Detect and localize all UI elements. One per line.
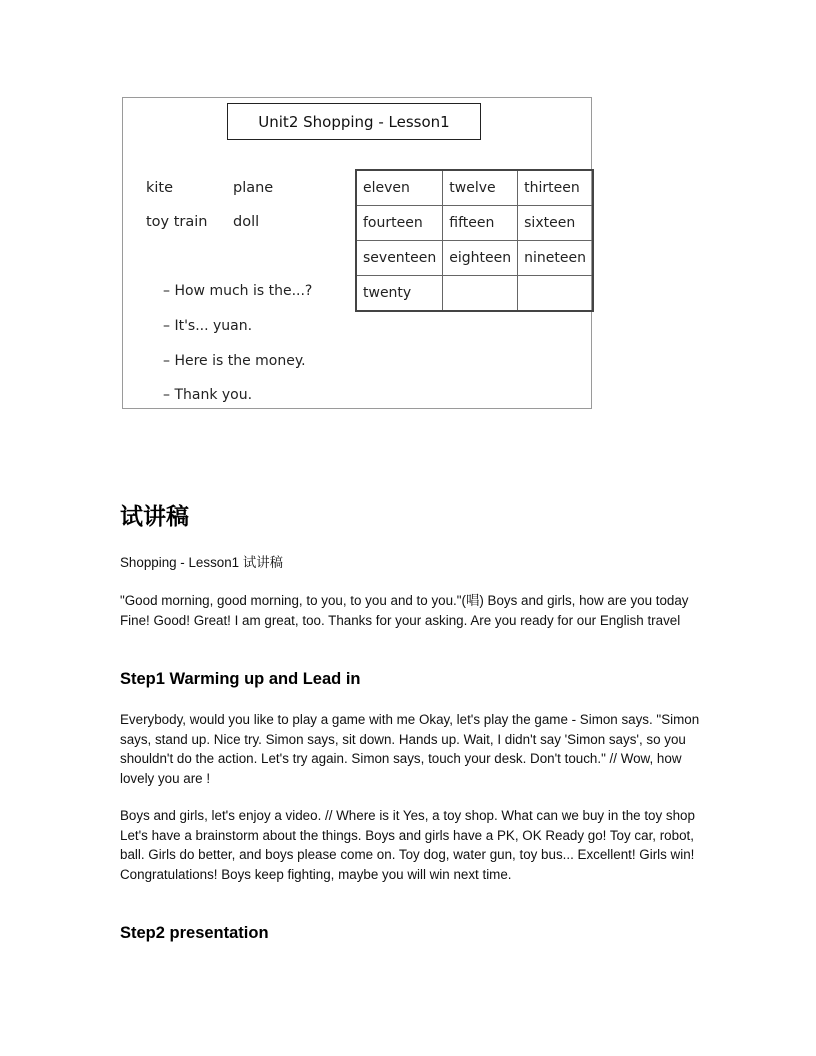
vocab-kite: kite xyxy=(146,180,174,196)
numbers-table xyxy=(355,169,594,312)
table-cell xyxy=(518,276,593,312)
table-row xyxy=(356,206,593,241)
step1-heading: Step1 Warming up and Lead in xyxy=(120,670,361,688)
phrase-its-yuan: – It's... yuan. xyxy=(163,318,253,334)
table-cell: seventeen xyxy=(356,241,443,276)
page-title: 试讲稿 xyxy=(120,504,189,530)
board-title: Unit2 Shopping - Lesson1 xyxy=(227,103,481,140)
table-row xyxy=(356,170,593,206)
table-cell xyxy=(443,276,518,312)
table-cell: eleven xyxy=(356,170,443,206)
table-cell: fifteen xyxy=(443,206,518,241)
phrase-thank-you: – Thank you. xyxy=(163,387,253,403)
vocab-plane: plane xyxy=(233,180,274,196)
intro-paragraph: "Good morning, good morning, to you, to you and to you."(唱) Boys and girls, how are you today Fine! Good! Great! I am great, too. Thanks for your asking. Are you ready for our English travel xyxy=(120,593,689,628)
phrase-here-is-money: – Here is the money. xyxy=(163,353,306,369)
table-row xyxy=(356,276,593,312)
vocab-toy-train: toy train xyxy=(146,214,208,230)
table-cell: nineteen xyxy=(518,241,593,276)
table-cell: thirteen xyxy=(518,170,593,206)
vocab-doll: doll xyxy=(233,214,260,230)
table-cell: fourteen xyxy=(356,206,443,241)
table-cell: twenty xyxy=(356,276,443,312)
table-cell: sixteen xyxy=(518,206,593,241)
lesson-board-image xyxy=(122,97,592,409)
doc-subtitle: Shopping - Lesson1 试讲稿 xyxy=(120,555,284,570)
table-cell: twelve xyxy=(443,170,518,206)
phrase-how-much: – How much is the...? xyxy=(163,283,313,299)
table-row xyxy=(356,241,593,276)
table-cell: eighteen xyxy=(443,241,518,276)
step1-paragraph-1: Everybody, would you like to play a game with me Okay, let's play the game - Simon says. "Simon says, stand up. Nice try. Simon says, sit down. Hands up. Wait, I didn't say 'Simon says', so you shouldn't do the action. Let's try again. Simon says, touch your desk. Don't touch." // Wow, how lovely you are ! xyxy=(120,712,700,786)
step2-heading: Step2 presentation xyxy=(120,924,269,942)
step1-paragraph-2: Boys and girls, let's enjoy a video. // Where is it Yes, a toy shop. What can we buy in the toy shop Let's have a brainstorm about the things. Boys and girls have a PK, OK Ready go! Toy car, robot, ball. Girls do better, and boys please come on. Toy dog, water gun, toy bus... Excellent! Girls win! Congratulations! Boys keep fighting, maybe you will win next time. xyxy=(120,808,695,882)
